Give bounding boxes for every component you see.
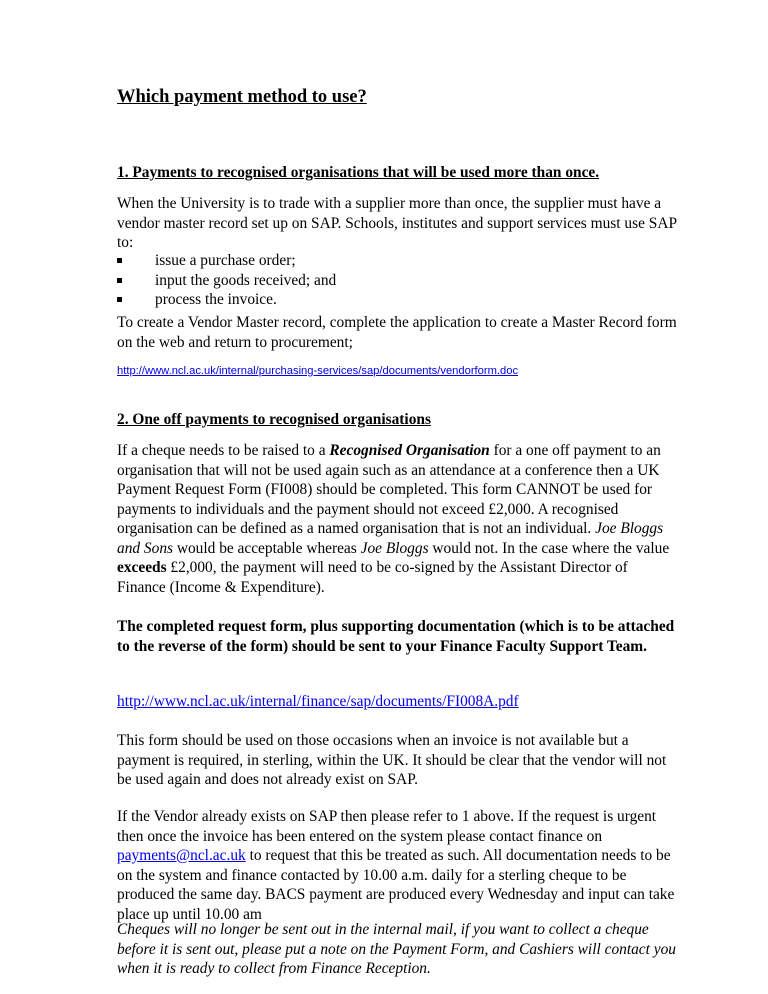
section2-paragraph-2: This form should be used on those occasions when an invoice is not available but a payment is required, in sterling, within the UK. It should be clear that the vendor will not be used again and does not already exist on SAP. — [117, 732, 667, 788]
square-bullet-icon — [117, 278, 122, 283]
submission-instructions: The completed request form, plus supporting documentation (which is to be attached to the reverse of the form) should be sent to your Finance Faculty Support Team. — [117, 618, 675, 655]
vendor-master-text: To create a Vendor Master record, complete the application to create a Master Record form on the web and return to procurement; — [117, 314, 677, 351]
list-item — [117, 251, 336, 271]
section2-paragraph-3: If the Vendor already exists on SAP then please refer to 1 above. If the request is urgent then once the invoice has been entered on the system please contact finance on payments@ncl.ac.uk to request that this be treated as such. All documentation needs to be on the system and finance contacted by 10.00 a.m. daily for a sterling cheque to be produced the same day. BACS payment are produced every Wednesday and input can take place up until 10.00 am — [117, 808, 675, 923]
section2-heading: 2. One off payments to recognised organisations — [117, 411, 431, 428]
bullet-list — [117, 251, 336, 310]
square-bullet-icon — [117, 297, 122, 302]
section1-intro: When the University is to trade with a supplier more than once, the supplier must have a vendor master record set up on SAP. Schools, institutes and support services must use SAP to: — [117, 195, 677, 251]
section2-paragraph-1: If a cheque needs to be raised to a Recognised Organisation for a one off payment to an organisation that will not be used again such as an attendance at a conference then a UK Payment Request Form (FI008) should be completed. This form CANNOT be used for payments to individuals and the payment should not exceed £2,000. A recognised organisation can be defined as a named organisation that is not an individual. Joe Bloggs and Sons would be acceptable whereas Joe Bloggs would not. In the case where the value exceeds £2,000, the payment will need to be co-signed by the Assistant Director of Finance (Income & Expenditure). — [117, 442, 670, 596]
payments-email-link[interactable]: payments@ncl.ac.uk — [117, 847, 246, 864]
cheque-collection-note: Cheques will no longer be sent out in the internal mail, if you want to collect a cheque before it is sent out, please put a note on the Payment Form, and Cashiers will contact you when it is ready to collect from Finance Reception. — [117, 921, 676, 977]
list-item-text: input the goods received; and — [155, 271, 337, 289]
vendor-form-link[interactable]: http://www.ncl.ac.uk/internal/purchasing-services/sap/documents/vendorform.doc — [117, 365, 519, 377]
page-title: Which payment method to use? — [117, 87, 367, 107]
section1-heading: 1. Payments to recognised organisations that will be used more than once. — [117, 164, 600, 181]
list-item — [117, 271, 336, 291]
list-item-text: issue a purchase order; — [155, 252, 296, 269]
list-item-text: process the invoice. — [155, 291, 277, 308]
payment-form-link[interactable]: http://www.ncl.ac.uk/internal/finance/sap/documents/FI008A.pdf — [117, 693, 519, 710]
square-bullet-icon — [117, 258, 122, 263]
list-item — [117, 290, 336, 310]
